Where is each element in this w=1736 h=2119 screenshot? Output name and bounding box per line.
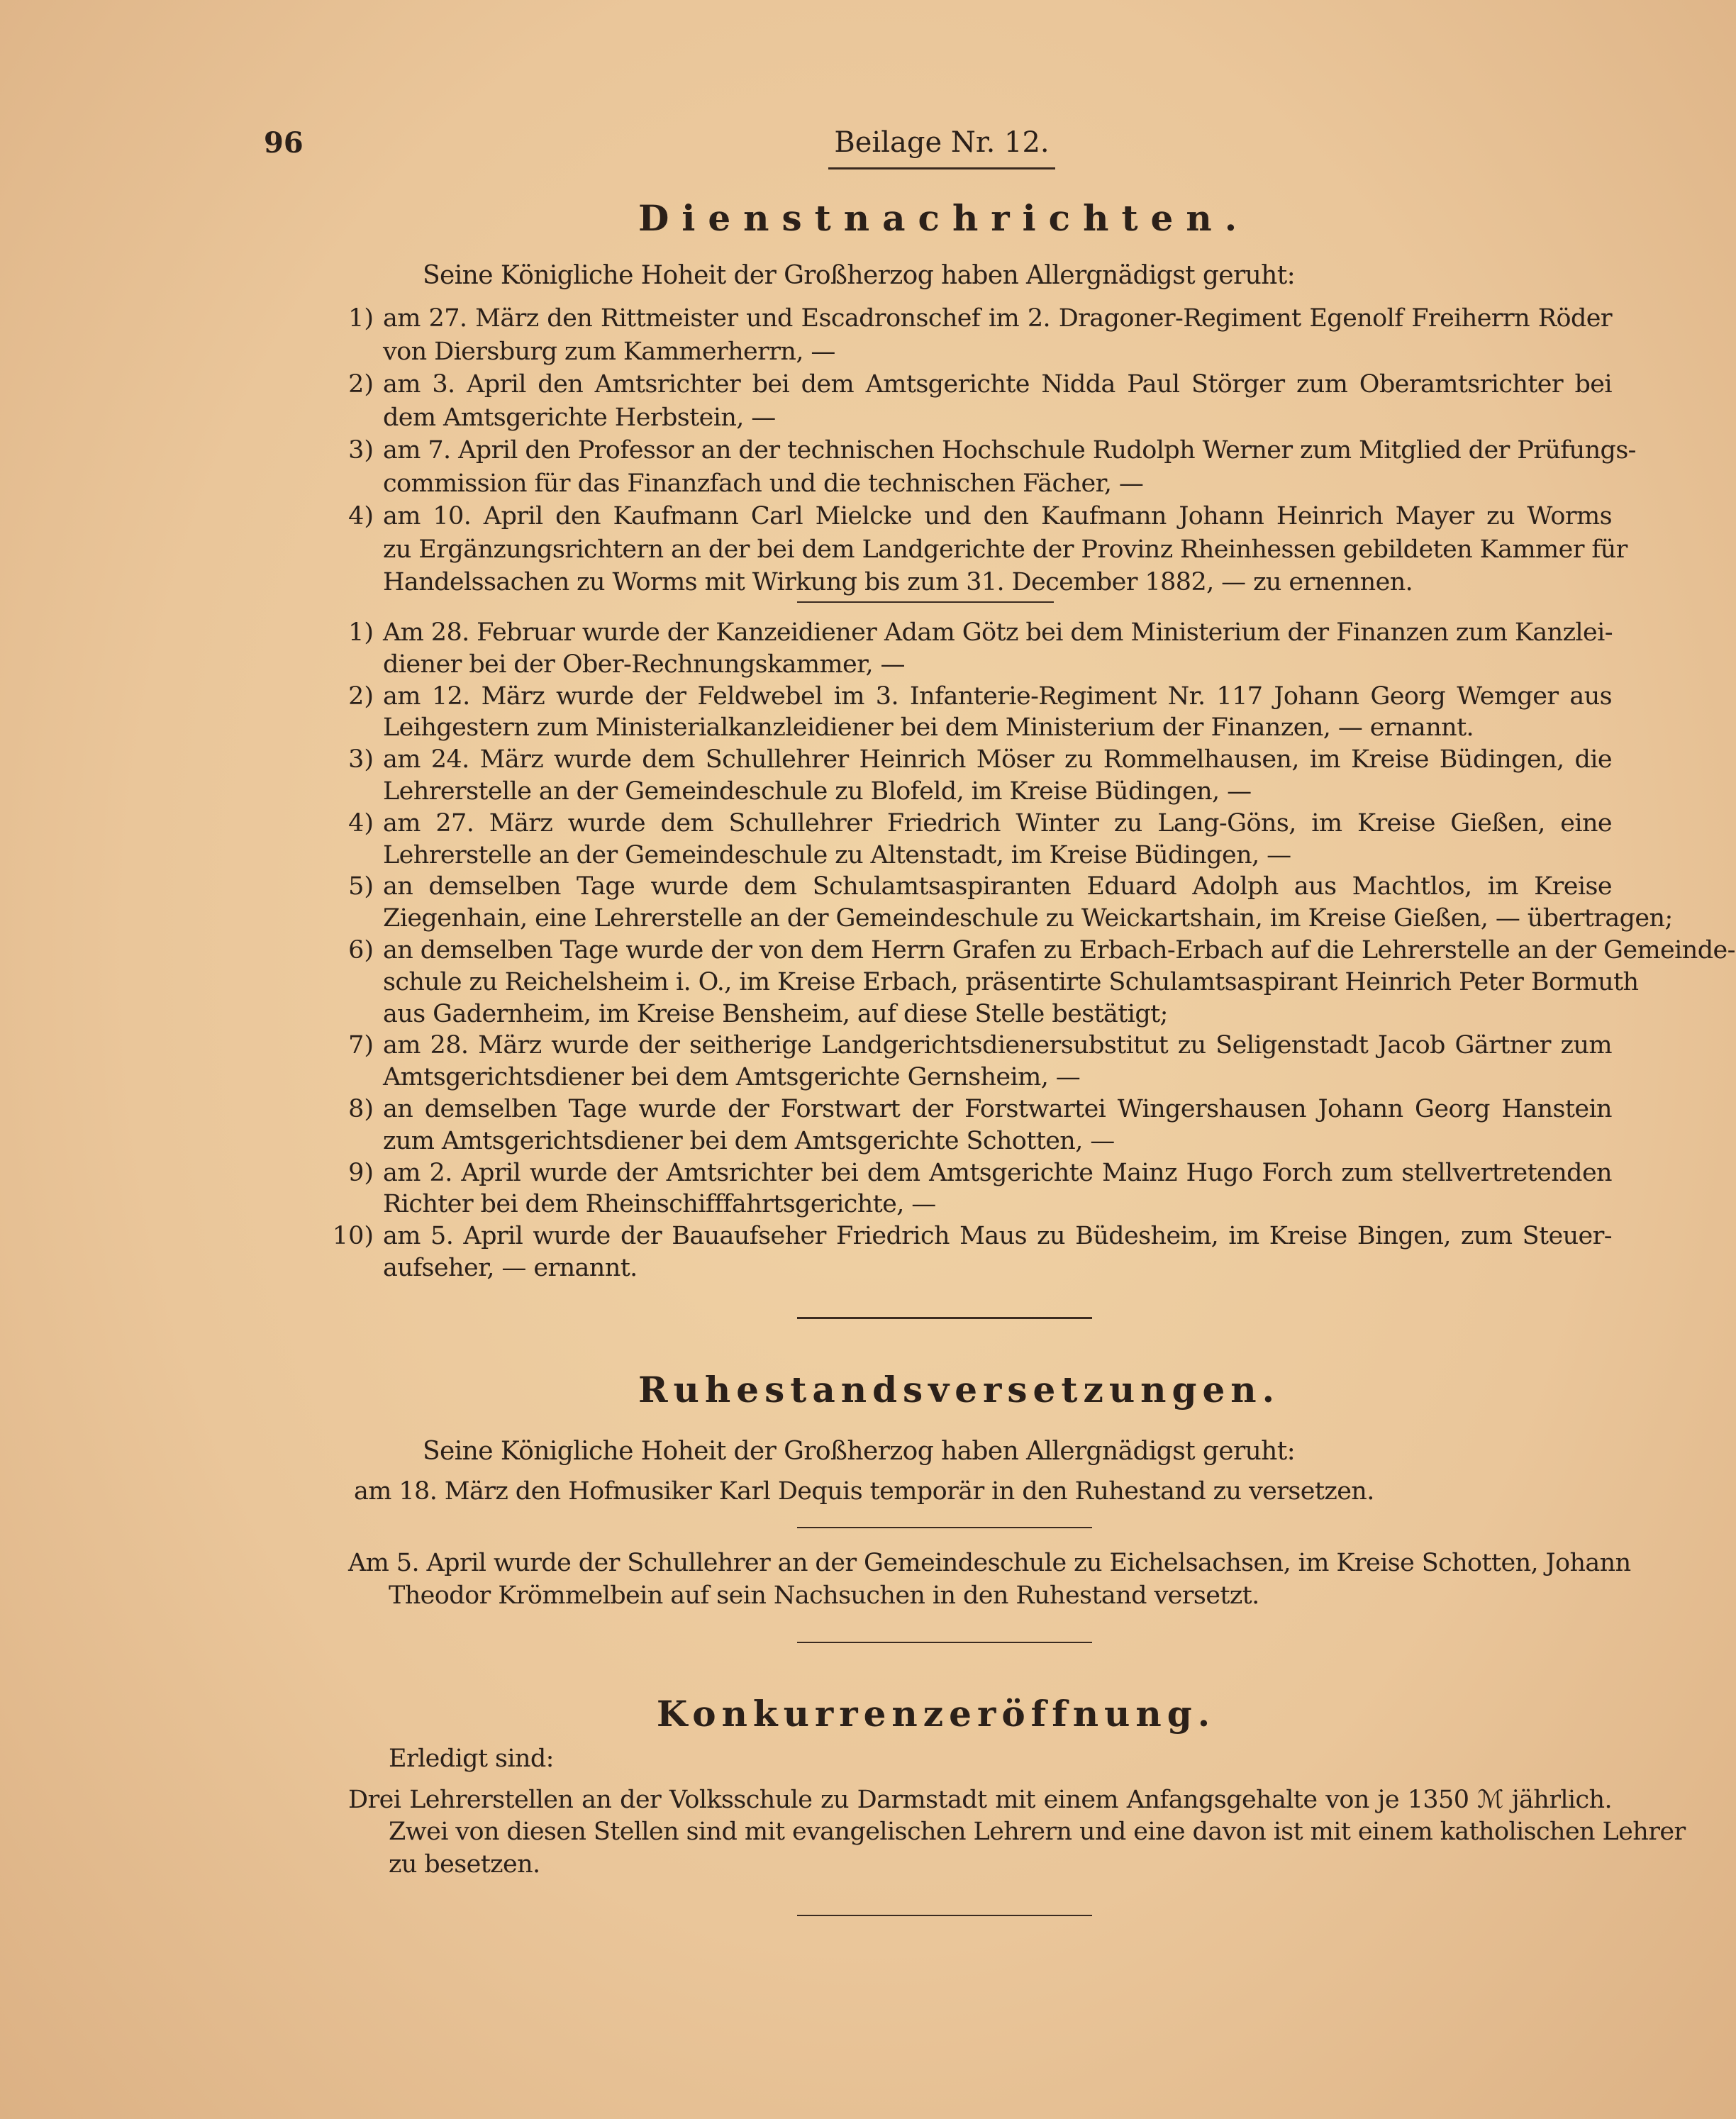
item-text-line: am 27. März wurde dem Schullehrer Friedrich Winter zu Lang-Göns, im Kreise Gießen, eine (383, 808, 1612, 838)
item-text-line: am 3. April den Amtsrichter bei dem Amtsgerichte Nidda Paul Störger zum Oberamtsrichter bei (383, 370, 1612, 399)
item-text-line: von Diersburg zum Kammerherrn, — (383, 337, 835, 366)
item-text-line: am 28. März wurde der seitherige Landgerichtsdienersubstitut zu Seligenstadt Jacob Gärtner zum (383, 1031, 1612, 1060)
item-text-line: commission für das Finanzfach und die technischen Fächer, — (383, 469, 1144, 498)
header-underline (828, 167, 1055, 169)
item-number: 4) (348, 502, 374, 530)
item-text-line: Ziegenhain, eine Lehrerstelle an der Gemeindeschule zu Weickartshain, im Kreise Gießen, — übertragen; (383, 904, 1673, 933)
item-text-line: Leihgestern zum Ministerialkanzleidiener bei dem Ministerium der Finanzen, — ernannt. (383, 713, 1474, 743)
item-text-line: am 24. März wurde dem Schullehrer Heinrich Möser zu Rommelhausen, im Kreise Büdingen, die (383, 745, 1612, 774)
item-number: 1) (348, 618, 374, 647)
item-text-line: an demselben Tage wurde der von dem Herrn Grafen zu Erbach-Erbach auf die Lehrerstelle an der Gemeinde- (383, 936, 1735, 964)
vacancies-intro: Erledigt sind: (389, 1745, 554, 1773)
item-number: 7) (348, 1031, 374, 1060)
item-text-line: am 5. April wurde der Bauaufseher Friedrich Maus zu Büdesheim, im Kreise Bingen, zum Steuer- (383, 1222, 1612, 1251)
item-text-line: an demselben Tage wurde dem Schulamtsaspiranten Eduard Adolph aus Machtlos, im Kreise (383, 872, 1612, 901)
vacancy-line: Zwei von diesen Stellen sind mit evangelischen Lehrern und eine davon ist mit einem katholischen Lehrer (389, 1818, 1686, 1846)
item-text-line: am 7. April den Professor an der technischen Hochschule Rudolph Werner zum Mitglied der Prüfungs- (383, 436, 1636, 465)
item-text-line: Handelssachen zu Worms mit Wirkung bis zum 31. December 1882, — zu ernennen. (383, 568, 1413, 596)
item-text-line: Am 28. Februar wurde der Kanzeidiener Adam Götz bei dem Ministerium der Finanzen zum Kanzlei- (383, 618, 1613, 647)
item-text-line: zu Ergänzungsrichtern an der bei dem Landgerichte der Provinz Rheinhessen gebildeten Kammer für (383, 535, 1628, 564)
item-text-line: diener bei der Ober-Rechnungskammer, — (383, 650, 905, 679)
item-text-line: Amtsgerichtsdiener bei dem Amtsgerichte Gernsheim, — (383, 1063, 1081, 1092)
divider (797, 1317, 1092, 1319)
item-text-line: aufseher, — ernannt. (383, 1254, 638, 1282)
vacancy-line: zu besetzen. (389, 1850, 540, 1879)
item-number: 2) (348, 682, 374, 711)
item-text-line: am 27. März den Rittmeister und Escadronschef im 2. Dragoner-Regiment Egenolf Freiherrn Röder (383, 304, 1612, 333)
item-text-line: schule zu Reichelsheim i. O., im Kreise Erbach, präsentirte Schulamtsaspirant Heinrich Peter Bormuth (383, 967, 1639, 996)
item-number: 1) (348, 304, 374, 333)
item-text-line: Richter bei dem Rheinschifffahrtsgerichte, — (383, 1190, 936, 1219)
item-number: 5) (348, 872, 374, 901)
page-number: 96 (264, 126, 304, 160)
section-intro: Seine Königliche Hoheit der Großherzog haben Allergnädigst geruht: (423, 1437, 1296, 1466)
supplement-title: Beilage Nr. 12. (834, 126, 1050, 159)
divider (797, 1915, 1092, 1916)
retirement-decree: am 18. März den Hofmusiker Karl Dequis temporär in den Ruhestand zu versetzen. (354, 1477, 1374, 1506)
divider (797, 1642, 1092, 1643)
section-heading-ruhestandsversetzungen: Ruhestandsversetzungen. (638, 1369, 1281, 1411)
section-heading-konkurrenzeroeffnung: Konkurrenzeröffnung. (656, 1693, 1216, 1735)
item-text-line: am 2. April wurde der Amtsrichter bei dem Amtsgerichte Mainz Hugo Forch zum stellvertretenden (383, 1158, 1612, 1187)
item-number: 3) (348, 436, 374, 465)
item-text-line: am 10. April den Kaufmann Carl Mielcke und den Kaufmann Johann Heinrich Mayer zu Worms (383, 502, 1612, 530)
item-number: 10) (332, 1222, 374, 1251)
item-number: 9) (348, 1158, 374, 1187)
item-number: 2) (348, 370, 374, 399)
item-number: 6) (348, 936, 374, 964)
vacancy-line: Drei Lehrerstellen an der Volksschule zu Darmstadt mit einem Anfangsgehalte von je 1350 ℳ jährlich. (348, 1786, 1612, 1814)
divider (797, 601, 1054, 603)
item-text-line: zum Amtsgerichtsdiener bei dem Amtsgerichte Schotten, — (383, 1126, 1115, 1155)
retirement-notice-line: Am 5. April wurde der Schullehrer an der Gemeindeschule zu Eichelsachsen, im Kreise Schotten, Johann (348, 1549, 1631, 1577)
retirement-notice-line: Theodor Krömmelbein auf sein Nachsuchen in den Ruhestand versetzt. (389, 1581, 1259, 1610)
item-text-line: aus Gadernheim, im Kreise Bensheim, auf diese Stelle bestätigt; (383, 999, 1168, 1028)
section-intro: Seine Königliche Hoheit der Großherzog haben Allergnädigst geruht: (423, 261, 1296, 290)
item-text-line: Lehrerstelle an der Gemeindeschule zu Altenstadt, im Kreise Büdingen, — (383, 840, 1291, 869)
item-number: 3) (348, 745, 374, 774)
section-heading-dienstnachrichten: Dienstnachrichten. (638, 197, 1250, 239)
item-text-line: dem Amtsgerichte Herbstein, — (383, 403, 776, 432)
item-text-line: an demselben Tage wurde der Forstwart der Forstwartei Wingershausen Johann Georg Hanstein (383, 1095, 1612, 1123)
item-number: 4) (348, 808, 374, 838)
item-text-line: Lehrerstelle an der Gemeindeschule zu Blofeld, im Kreise Büdingen, — (383, 777, 1252, 806)
item-number: 8) (348, 1095, 374, 1123)
divider (797, 1527, 1092, 1528)
item-text-line: am 12. März wurde der Feldwebel im 3. Infanterie-Regiment Nr. 117 Johann Georg Wemger aus (383, 682, 1612, 711)
